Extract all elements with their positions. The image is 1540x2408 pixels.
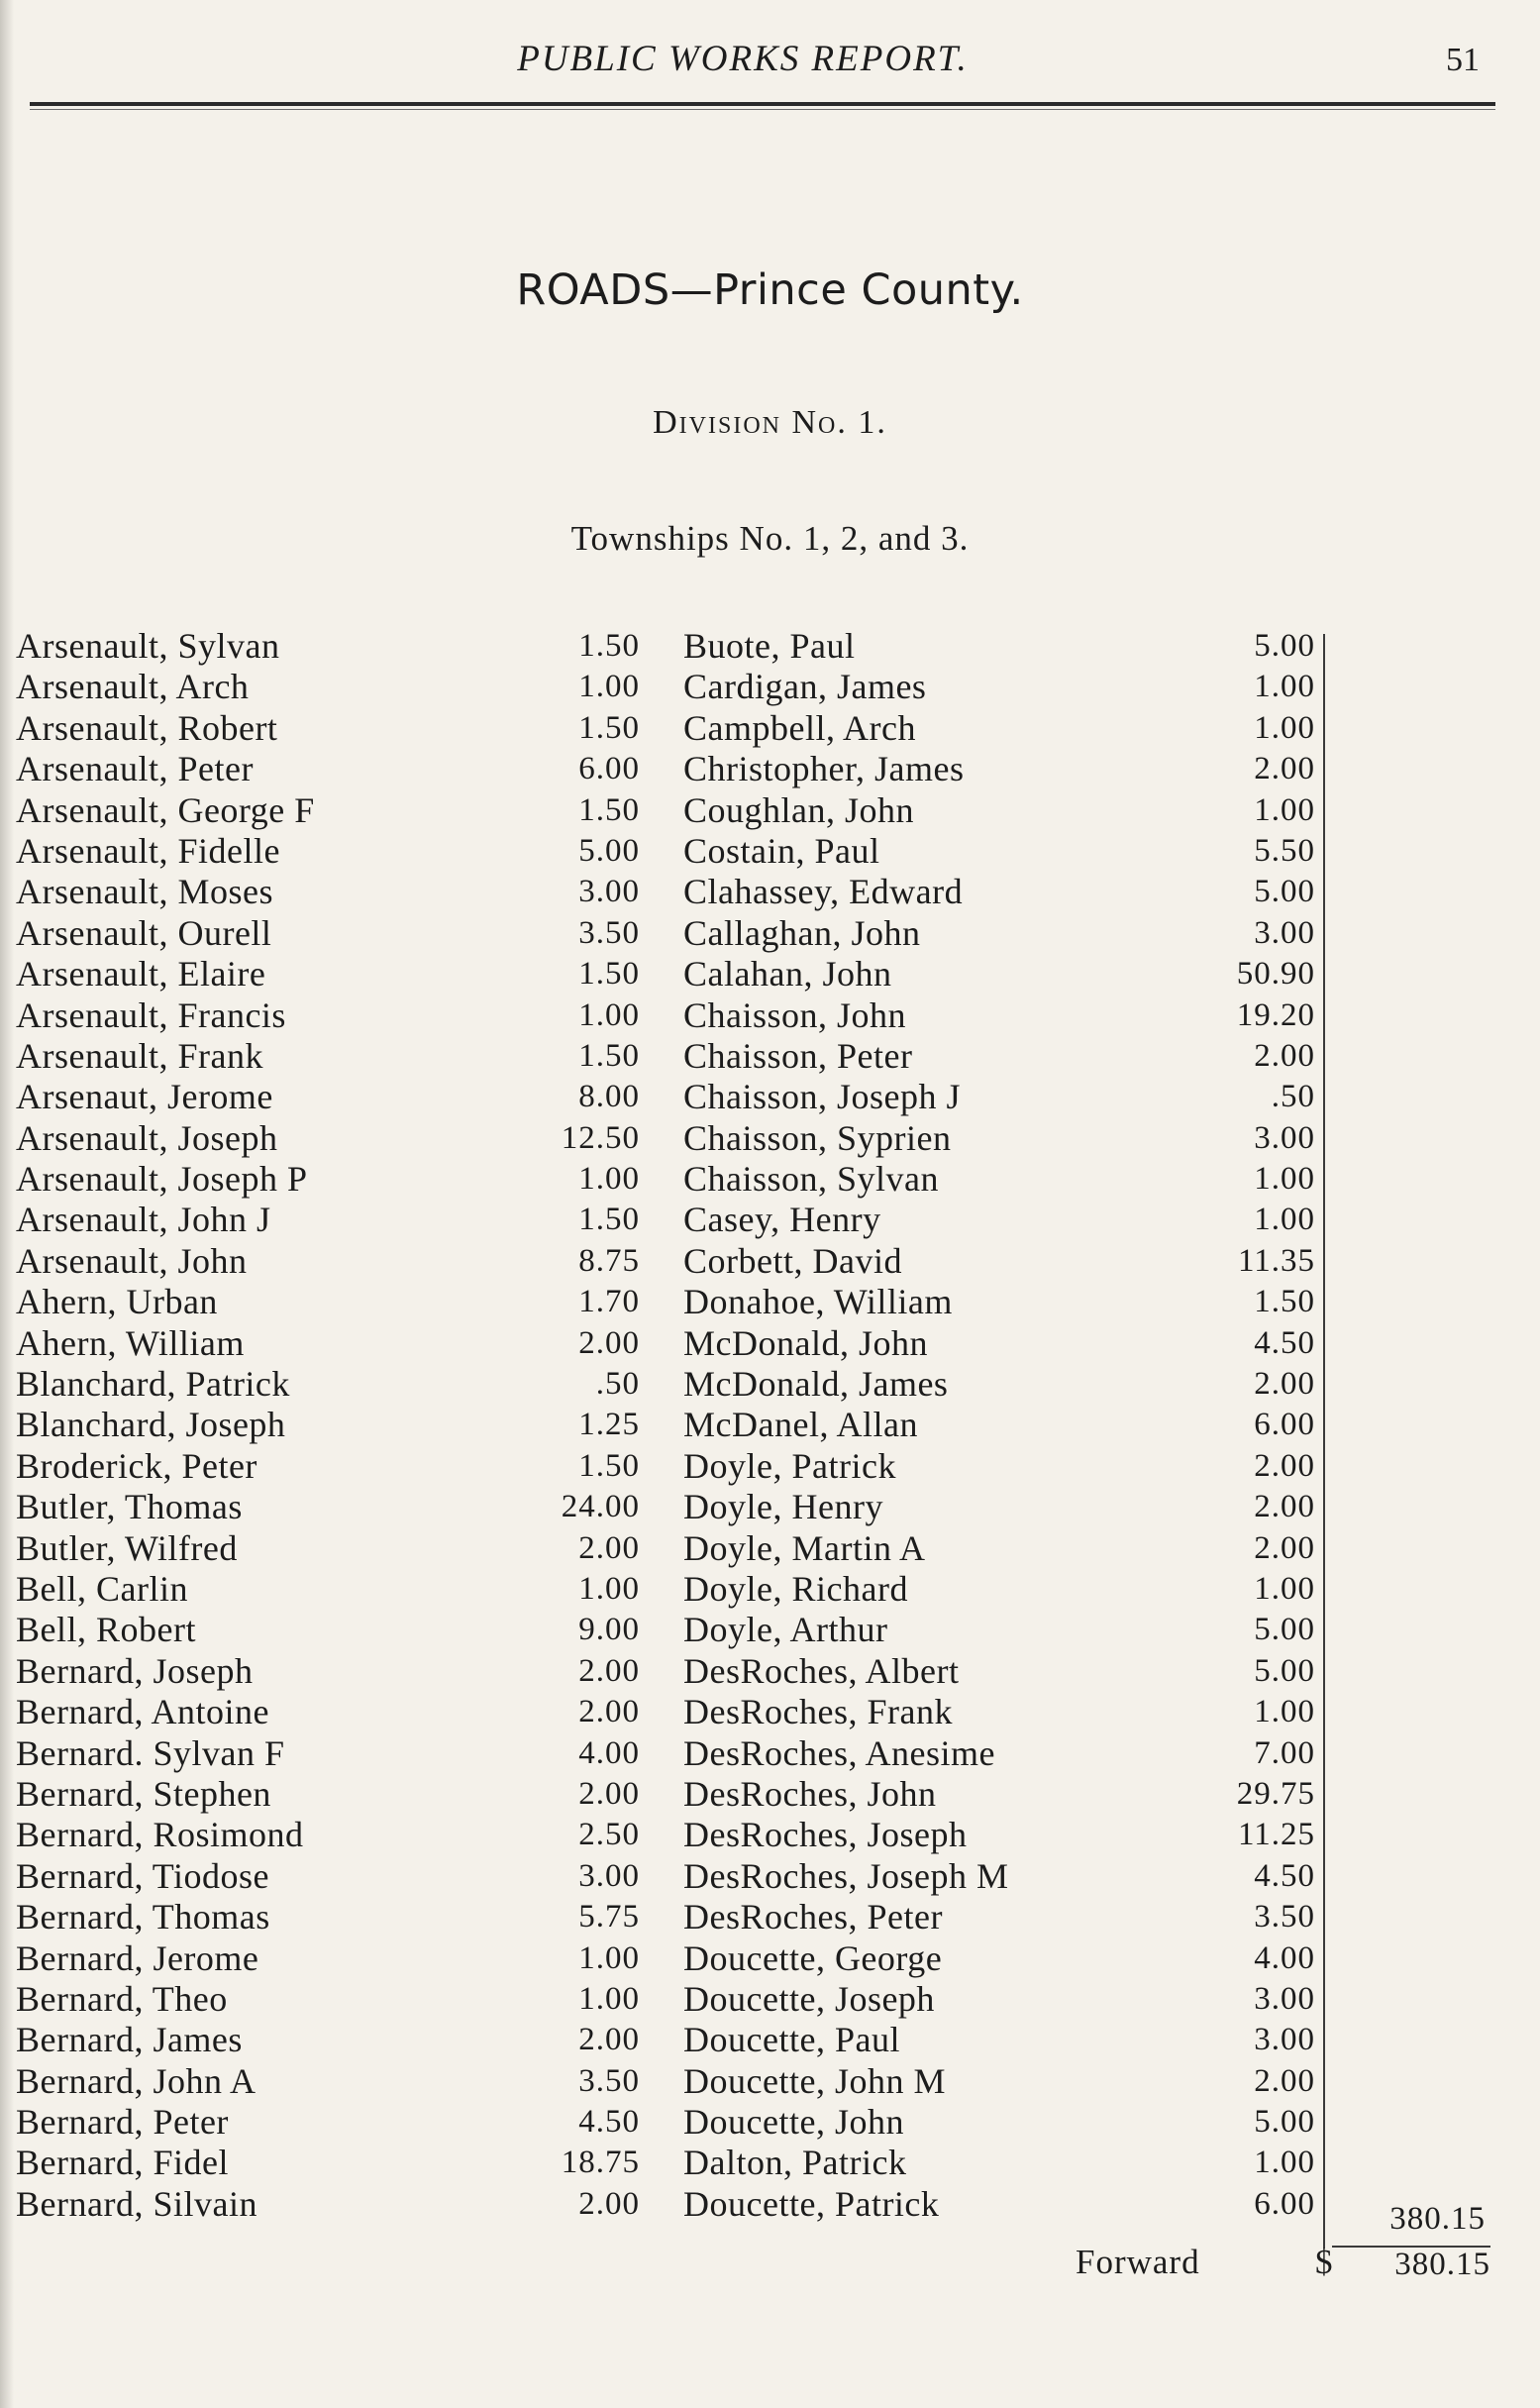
ledger-row xyxy=(16,2184,660,2225)
left-column xyxy=(16,626,660,2225)
payee-name: DesRoches, Albert xyxy=(683,1650,960,1691)
ledger-row xyxy=(683,1569,1327,1610)
ledger-row xyxy=(16,1774,660,1815)
payment-amount: 3.00 xyxy=(578,1857,640,1894)
payment-amount: 1.00 xyxy=(578,669,640,705)
payee-name: DesRoches, Frank xyxy=(683,1692,953,1732)
ledger-row xyxy=(16,1856,660,1897)
payee-name: Casey, Henry xyxy=(683,1200,881,1240)
forward-label: Forward xyxy=(1076,2243,1200,2281)
payee-name: Butler, Thomas xyxy=(16,1487,243,1527)
payee-name: Donahoe, William xyxy=(683,1282,953,1322)
ledger-row xyxy=(683,1241,1327,1282)
payment-amount: 2.00 xyxy=(578,1529,640,1566)
payee-name: Arsenault, John xyxy=(16,1240,248,1281)
payment-amount: 6.00 xyxy=(578,751,640,787)
payee-name: Arsenault, Frank xyxy=(16,1035,263,1076)
payment-amount: 3.00 xyxy=(1254,1980,1315,2017)
ledger-row xyxy=(683,2184,1327,2225)
payee-name: Bernard, Peter xyxy=(16,2102,229,2143)
payee-name: Doyle, Richard xyxy=(683,1568,908,1609)
payee-name: Arsenault, Joseph xyxy=(16,1117,278,1158)
payee-name: Doyle, Martin A xyxy=(683,1527,926,1568)
ledger-row xyxy=(16,790,660,831)
payment-amount: 1.00 xyxy=(1254,1570,1315,1607)
payment-amount: 29.75 xyxy=(1236,1775,1315,1812)
payee-name: Arsenault, Joseph P xyxy=(16,1159,308,1200)
header-rule-thin xyxy=(30,109,1495,110)
payment-amount: 2.00 xyxy=(578,1694,640,1730)
payment-amount: 3.50 xyxy=(578,2062,640,2099)
ledger-row xyxy=(16,1323,660,1364)
payment-amount: 2.00 xyxy=(1254,1366,1315,1403)
ledger-row xyxy=(16,1118,660,1159)
payee-name: Bernard, James xyxy=(16,2020,243,2060)
payment-amount: 8.00 xyxy=(578,1079,640,1115)
payment-amount: 1.00 xyxy=(1254,1694,1315,1730)
running-head xyxy=(0,38,1540,87)
ledger-row xyxy=(683,1077,1327,1117)
payee-name: Doucette, Joseph xyxy=(683,1978,935,2019)
ledger-row xyxy=(683,1159,1327,1200)
payment-amount: 5.00 xyxy=(1254,1652,1315,1689)
payment-amount: 7.00 xyxy=(1254,1734,1315,1771)
payment-amount: 5.00 xyxy=(1254,874,1315,910)
page-number: 51 xyxy=(1446,42,1480,78)
payment-amount: 3.50 xyxy=(578,914,640,951)
payment-amount: 1.00 xyxy=(1254,791,1315,828)
payee-name: Broderick, Peter xyxy=(16,1445,257,1486)
payment-amount: 3.00 xyxy=(578,874,640,910)
payment-amount: 11.35 xyxy=(1237,1242,1315,1279)
payment-amount: 50.90 xyxy=(1236,956,1315,993)
ledger-row xyxy=(16,995,660,1036)
ledger-row xyxy=(683,1979,1327,2020)
payee-name: Cardigan, James xyxy=(683,667,927,707)
ledger-row xyxy=(16,1364,660,1405)
payee-name: Doyle, Henry xyxy=(683,1487,883,1527)
payment-amount: 1.00 xyxy=(578,1939,640,1976)
payment-amount: 1.00 xyxy=(1254,1161,1315,1198)
payment-amount: 1.00 xyxy=(1254,2145,1315,2181)
payee-name: Bell, Carlin xyxy=(16,1568,188,1609)
ledger-row xyxy=(683,2143,1327,2183)
payee-name: Arsenault, Ourell xyxy=(16,912,272,953)
forward-total: 380.15 xyxy=(1394,2247,1490,2282)
payee-name: Arsenault, Moses xyxy=(16,872,273,912)
payment-amount: 18.75 xyxy=(561,2145,640,2181)
payment-amount: 5.75 xyxy=(578,1899,640,1936)
payment-amount: 1.00 xyxy=(578,1161,640,1198)
payee-name: McDanel, Allan xyxy=(683,1405,918,1445)
ledger-row xyxy=(683,1405,1327,1445)
payment-amount: 2.00 xyxy=(1254,1489,1315,1525)
ledger-row xyxy=(683,1487,1327,1527)
right-column xyxy=(683,626,1327,2225)
ledger-row xyxy=(16,667,660,707)
ledger-row xyxy=(683,1692,1327,1732)
payment-amount: 1.50 xyxy=(578,1202,640,1238)
payee-name: Arsenault, Francis xyxy=(16,995,286,1035)
payment-amount: 24.00 xyxy=(561,1489,640,1525)
page-binding-edge xyxy=(0,0,14,2408)
payment-amount: 5.00 xyxy=(1254,628,1315,664)
ledger-row xyxy=(683,1200,1327,1240)
ledger-row xyxy=(16,1733,660,1774)
ledger-row xyxy=(16,1405,660,1445)
ledger-row xyxy=(16,2061,660,2102)
ledger-row xyxy=(16,2020,660,2060)
ledger-row xyxy=(16,1200,660,1240)
payee-name: Bernard, John A xyxy=(16,2060,257,2101)
payment-amount: 2.00 xyxy=(1254,1447,1315,1484)
ledger-row xyxy=(683,1897,1327,1937)
ledger-row xyxy=(16,831,660,872)
payee-name: Chaisson, Sylvan xyxy=(683,1159,940,1200)
ledger-row xyxy=(16,913,660,954)
ledger-row xyxy=(16,1282,660,1322)
payment-amount: 5.50 xyxy=(1254,832,1315,869)
payment-amount: 1.00 xyxy=(1254,709,1315,746)
payment-amount: 4.50 xyxy=(1254,1324,1315,1361)
payee-name: Bernard, Rosimond xyxy=(16,1815,304,1855)
ledger-row xyxy=(16,1036,660,1077)
payee-name: Bernard, Fidel xyxy=(16,2143,229,2183)
payee-name: Campbell, Arch xyxy=(683,707,916,748)
payee-name: DesRoches, Peter xyxy=(683,1897,943,1937)
ledger-row xyxy=(683,913,1327,954)
payment-amount: .50 xyxy=(595,1366,640,1403)
payment-amount: 1.00 xyxy=(1254,669,1315,705)
payee-name: Costain, Paul xyxy=(683,830,880,871)
ledger-row xyxy=(683,831,1327,872)
payment-amount: 2.00 xyxy=(1254,751,1315,787)
ledger-row xyxy=(16,2143,660,2183)
payment-amount: 9.00 xyxy=(578,1612,640,1648)
ledger-row xyxy=(16,1487,660,1527)
payee-name: Calahan, John xyxy=(683,954,892,995)
payment-amount: 1.00 xyxy=(1254,1202,1315,1238)
ledger-row xyxy=(683,1282,1327,1322)
payee-name: Bernard, Theo xyxy=(16,1978,228,2019)
payee-name: Arsenault, George F xyxy=(16,789,315,830)
ledger-row xyxy=(683,2020,1327,2060)
payment-amount: 1.50 xyxy=(578,1037,640,1074)
payment-amount: 2.00 xyxy=(578,1775,640,1812)
payee-name: Arsenault, Sylvan xyxy=(16,626,280,666)
payment-amount: 1.25 xyxy=(578,1407,640,1443)
townships-heading: Townships No. 1, 2, and 3. xyxy=(570,519,970,558)
payee-name: Ahern, William xyxy=(16,1322,245,1363)
payee-name: McDonald, John xyxy=(683,1322,928,1363)
division-heading: Division No. 1. xyxy=(653,404,887,441)
payment-amount: 4.00 xyxy=(1254,1939,1315,1976)
payment-amount: 2.50 xyxy=(578,1817,640,1853)
payment-amount: 1.00 xyxy=(578,1570,640,1607)
ledger-row xyxy=(683,1733,1327,1774)
payee-name: Arsenault, Robert xyxy=(16,707,278,748)
ledger-row xyxy=(683,626,1327,667)
payee-name: Bernard, Stephen xyxy=(16,1773,271,1814)
payee-name: Ahern, Urban xyxy=(16,1282,218,1322)
payment-amount: 6.00 xyxy=(1254,1407,1315,1443)
payment-amount: 2.00 xyxy=(1254,1529,1315,1566)
payment-amount: 2.00 xyxy=(578,1324,640,1361)
payment-amount: 3.00 xyxy=(1254,2022,1315,2058)
payment-amount: 5.00 xyxy=(578,832,640,869)
payee-name: Blanchard, Joseph xyxy=(16,1405,286,1445)
payment-amount: 2.00 xyxy=(1254,2062,1315,2099)
ledger-row xyxy=(16,1651,660,1692)
payment-amount: 5.00 xyxy=(1254,1612,1315,1648)
ledger-row xyxy=(16,1446,660,1487)
payment-amount: 6.00 xyxy=(1254,2185,1315,2222)
ledger-row xyxy=(16,1077,660,1117)
ledger-row xyxy=(683,995,1327,1036)
payment-amount: 2.00 xyxy=(1254,1037,1315,1074)
payment-amount: 4.50 xyxy=(578,2104,640,2141)
payee-name: Bernard, Joseph xyxy=(16,1650,254,1691)
payee-name: Coughlan, John xyxy=(683,789,915,830)
payee-name: DesRoches, Anesime xyxy=(683,1732,995,1773)
ledger-row xyxy=(16,1528,660,1569)
payee-name: Bernard, Tiodose xyxy=(16,1855,270,1896)
payment-amount: 4.00 xyxy=(578,1734,640,1771)
payment-amount: 3.00 xyxy=(1254,914,1315,951)
payment-amount: 12.50 xyxy=(561,1119,640,1156)
ledger-row xyxy=(683,790,1327,831)
payment-amount: 2.00 xyxy=(578,2185,640,2222)
ledger-row xyxy=(16,1569,660,1610)
payee-name: Clahassey, Edward xyxy=(683,872,964,912)
ledger-row xyxy=(16,1979,660,2020)
ledger-row xyxy=(16,1610,660,1650)
ledger-row xyxy=(683,2061,1327,2102)
ledger-row xyxy=(683,1364,1327,1405)
amount-column-rule xyxy=(1323,634,1325,2249)
payee-name: Doucette, John M xyxy=(683,2060,946,2101)
payee-name: Doucette, Paul xyxy=(683,2020,900,2060)
payee-name: Doucette, Patrick xyxy=(683,2183,940,2224)
payment-amount: 5.00 xyxy=(1254,2104,1315,2141)
ledger-row xyxy=(16,954,660,995)
payee-name: Arsenault, Fidelle xyxy=(16,830,280,871)
payee-name: Bernard, Thomas xyxy=(16,1897,270,1937)
payee-name: Corbett, David xyxy=(683,1240,902,1281)
payee-name: Bernard. Sylvan F xyxy=(16,1732,285,1773)
ledger-row xyxy=(683,1610,1327,1650)
payment-amount: 1.50 xyxy=(578,628,640,664)
payee-name: Callaghan, John xyxy=(683,912,921,953)
payee-name: Bernard, Silvain xyxy=(16,2183,257,2224)
payee-name: Chaisson, Joseph J xyxy=(683,1077,962,1117)
payment-amount: 3.50 xyxy=(1254,1899,1315,1936)
currency-symbol: $ xyxy=(1315,2243,1333,2281)
payee-name: Arsenault, Elaire xyxy=(16,954,266,995)
payment-amount: 1.50 xyxy=(578,956,640,993)
payment-amount: 8.75 xyxy=(578,1242,640,1279)
payment-amount: 1.00 xyxy=(578,996,640,1033)
ledger-row xyxy=(683,954,1327,995)
ledger-row xyxy=(683,1856,1327,1897)
payee-name: Buote, Paul xyxy=(683,626,856,666)
payee-name: Doyle, Patrick xyxy=(683,1445,896,1486)
ledger-row xyxy=(683,1118,1327,1159)
payee-name: Arsenault, John J xyxy=(16,1200,271,1240)
payment-amount: 19.20 xyxy=(1236,996,1315,1033)
ledger-row xyxy=(16,872,660,912)
payee-name: Arsenault, Arch xyxy=(16,667,250,707)
payee-name: DesRoches, Joseph xyxy=(683,1815,968,1855)
payee-name: Chaisson, Peter xyxy=(683,1035,913,1076)
payee-name: Arsenault, Peter xyxy=(16,749,254,789)
payee-name: Bernard, Antoine xyxy=(16,1692,269,1732)
payment-amount: 2.00 xyxy=(578,2022,640,2058)
ledger-row xyxy=(16,1241,660,1282)
ledger-row xyxy=(683,1446,1327,1487)
payment-amount: .50 xyxy=(1271,1079,1315,1115)
payee-name: DesRoches, John xyxy=(683,1773,937,1814)
payee-name: Bell, Robert xyxy=(16,1610,196,1650)
payment-amount: 1.50 xyxy=(578,709,640,746)
ledger-row xyxy=(16,1159,660,1200)
payment-amount: 1.00 xyxy=(578,1980,640,2017)
subtotal: 380.15 xyxy=(1389,2201,1486,2237)
ledger-row xyxy=(683,1651,1327,1692)
section-title: ROADS—Prince County. xyxy=(516,265,1024,315)
payment-amount: 11.25 xyxy=(1237,1817,1315,1853)
payee-name: DesRoches, Joseph M xyxy=(683,1855,1009,1896)
ledger-row xyxy=(16,1938,660,1979)
ledger-row xyxy=(16,1815,660,1855)
ledger-row xyxy=(16,1897,660,1937)
payee-name: Blanchard, Patrick xyxy=(16,1364,290,1405)
ledger-row xyxy=(683,1938,1327,1979)
ledger-row xyxy=(683,1323,1327,1364)
payment-amount: 1.70 xyxy=(578,1284,640,1320)
ledger-row xyxy=(683,1036,1327,1077)
ledger-row xyxy=(683,708,1327,749)
header-rule xyxy=(30,102,1495,106)
payee-name: Doucette, John xyxy=(683,2102,904,2143)
payee-name: Dalton, Patrick xyxy=(683,2143,907,2183)
ledger-row xyxy=(683,872,1327,912)
payee-name: Bernard, Jerome xyxy=(16,1937,259,1978)
payee-name: Chaisson, John xyxy=(683,995,907,1035)
ledger-row xyxy=(16,1692,660,1732)
payment-amount: 2.00 xyxy=(578,1652,640,1689)
ledger-row xyxy=(16,749,660,789)
ledger-row xyxy=(683,1528,1327,1569)
ledger-row xyxy=(16,708,660,749)
payment-amount: 1.50 xyxy=(578,791,640,828)
ledger-row xyxy=(16,2102,660,2143)
payment-amount: 3.00 xyxy=(1254,1119,1315,1156)
ledger-row xyxy=(683,1774,1327,1815)
payee-name: Arsenaut, Jerome xyxy=(16,1077,273,1117)
payment-amount: 1.50 xyxy=(1254,1284,1315,1320)
payee-name: Chaisson, Syprien xyxy=(683,1117,952,1158)
payee-name: Christopher, James xyxy=(683,749,965,789)
payee-name: McDonald, James xyxy=(683,1364,949,1405)
ledger-row xyxy=(16,626,660,667)
ledger-row xyxy=(683,1815,1327,1855)
payee-name: Butler, Wilfred xyxy=(16,1527,238,1568)
ledger-row xyxy=(683,667,1327,707)
payee-name: Doyle, Arthur xyxy=(683,1610,888,1650)
payment-amount: 1.50 xyxy=(578,1447,640,1484)
payee-name: Doucette, George xyxy=(683,1937,943,1978)
ledger-row xyxy=(683,749,1327,789)
running-title: PUBLIC WORKS REPORT. xyxy=(517,39,969,79)
payment-amount: 4.50 xyxy=(1254,1857,1315,1894)
ledger-row xyxy=(683,2102,1327,2143)
